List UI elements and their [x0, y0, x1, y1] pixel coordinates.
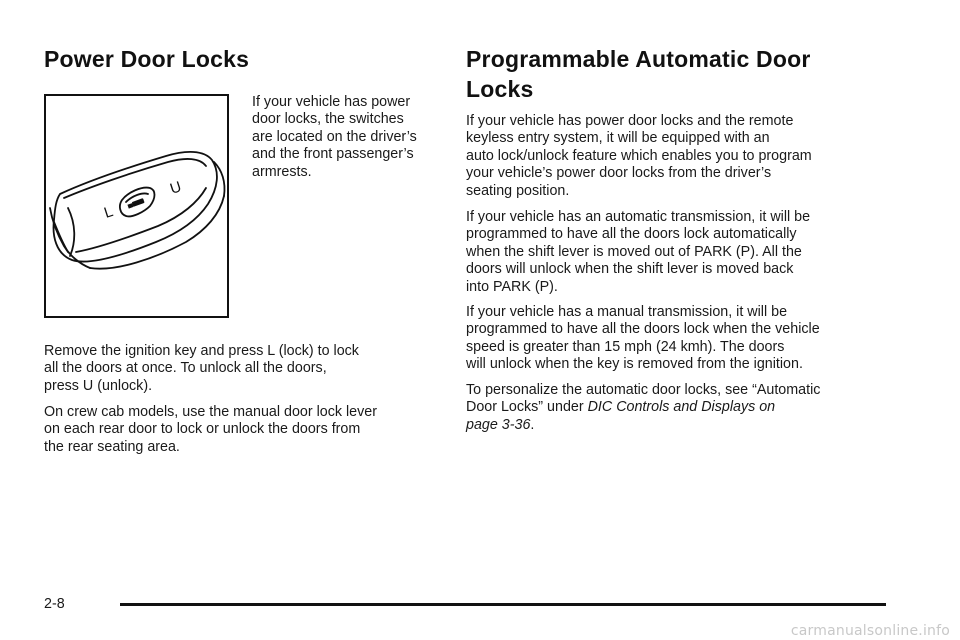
page-reference-link[interactable]: page 3-36: [466, 416, 531, 433]
title-line: Programmable Automatic Door: [466, 46, 811, 72]
unlock-letter-label: U: [167, 178, 184, 198]
text-line: when the shift lever is moved out of PARK (P). All the: [466, 243, 802, 260]
text-line: all the doors at once. To unlock all the doors,: [44, 360, 327, 377]
title-line: Locks: [466, 76, 534, 102]
text-fragment: .: [530, 416, 535, 433]
text-line: [466, 399, 820, 416]
lock-letter-label: L: [101, 203, 116, 222]
door-lock-switch-drawing: [46, 96, 227, 316]
text-line: If your vehicle has a manual transmission, it will be: [466, 304, 788, 320]
footer-rule: [120, 603, 886, 606]
door-lock-switch-illustration: [44, 94, 229, 318]
intro-paragraph: [252, 94, 417, 181]
section-title-programmable-locks: [466, 44, 906, 104]
text-line: On crew cab models, use the manual door lock lever: [44, 404, 377, 420]
text-line: door locks, the switches: [252, 111, 404, 128]
text-line: auto lock/unlock feature which enables you to program: [466, 147, 812, 164]
text-line: To personalize the automatic door locks, see “Automatic: [466, 382, 821, 398]
crew-cab-paragraph: [44, 404, 377, 456]
text-line: seating position.: [466, 182, 570, 199]
text-line: press U (unlock).: [44, 377, 153, 394]
text-line: doors will unlock when the shift lever is moved back: [466, 261, 794, 278]
dic-controls-reference-link[interactable]: DIC Controls and Displays on: [587, 399, 776, 416]
lock-instructions-paragraph: [44, 343, 359, 395]
text-line: and the front passenger’s: [252, 146, 414, 163]
manual-transmission-paragraph: [466, 304, 820, 374]
section-title-power-door-locks: Power Door Locks: [44, 46, 250, 72]
text-line: programmed to have all the doors lock when the vehicle: [466, 321, 820, 338]
text-fragment: Door Locks” under: [466, 399, 588, 416]
text-line: If your vehicle has power: [252, 94, 411, 110]
text-line: If your vehicle has an automatic transmission, it will be: [466, 209, 811, 225]
auto-lock-paragraph: [466, 113, 812, 200]
text-line: armrests.: [252, 163, 312, 180]
page-number: 2-8: [44, 596, 65, 612]
text-line: [466, 417, 820, 434]
watermark: carmanualsonline.info: [790, 623, 950, 639]
text-line: will unlock when the key is removed from the ignition.: [466, 356, 803, 373]
automatic-transmission-paragraph: [466, 209, 810, 296]
text-line: into PARK (P).: [466, 278, 558, 295]
text-line: on each rear door to lock or unlock the doors from: [44, 421, 361, 438]
text-line: If your vehicle has power door locks and the remote: [466, 113, 794, 129]
personalize-paragraph: [466, 382, 820, 434]
text-line: are located on the driver’s: [252, 128, 417, 145]
text-line: speed is greater than 15 mph (24 kmh). The doors: [466, 338, 785, 355]
text-line: keyless entry system, it will be equipped with an: [466, 130, 770, 147]
text-line: programmed to have all the doors lock automatically: [466, 226, 797, 243]
text-line: your vehicle’s power door locks from the driver’s: [466, 165, 772, 182]
text-line: the rear seating area.: [44, 438, 180, 455]
text-line: Remove the ignition key and press L (lock) to lock: [44, 343, 359, 359]
